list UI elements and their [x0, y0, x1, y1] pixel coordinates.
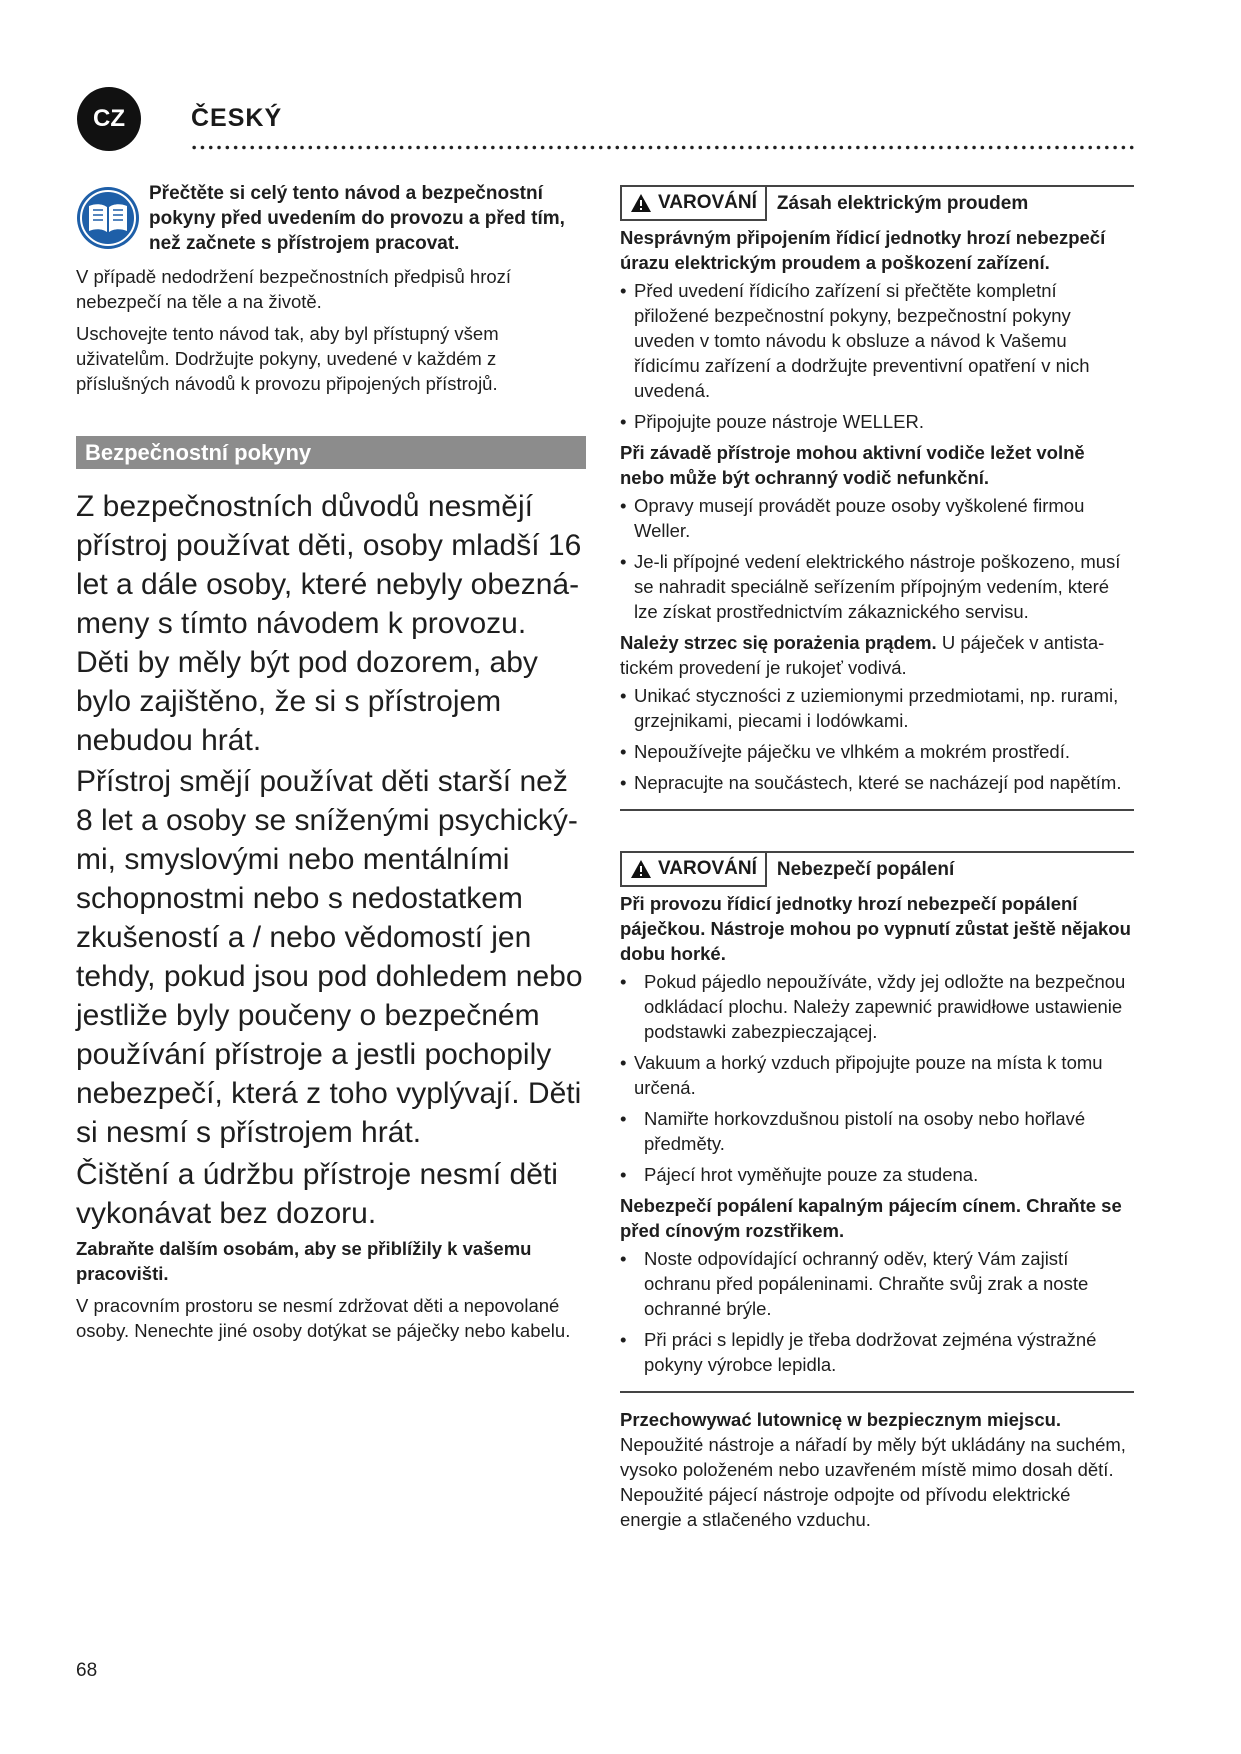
storage-section: [620, 1407, 1134, 1532]
warning-label: [620, 187, 767, 221]
warning-triangle-icon: [630, 193, 652, 213]
language-badge: CZ: [77, 87, 141, 151]
warning-box-electric-shock: [620, 185, 1134, 811]
list-item: • Pokud pájedlo nepoužíváte, vždy jej odložte na bezpečnou odkládací plochu. Należy zapewnić prawidłowe ustawienie podstawki zabezpieczającej.: [620, 969, 1134, 1044]
bullet-list: [620, 1050, 1134, 1100]
warning-lead: Nesprávným připojením řídicí jednotky hrozí nebezpečí úrazu elektrickým proudem a poškození zařízení.: [620, 227, 1106, 273]
warning-subheading: Při závadě přístroje mohou aktivní vodiče ležet volně nebo může být ochranný vodič nefunkční.: [620, 442, 1085, 488]
list-item: • Nepracujte na součástech, které se nacházejí pod napětím.: [620, 770, 1134, 795]
list-item: • Připojujte pouze nástroje WELLER.: [620, 409, 1134, 434]
page-title: ČESKÝ: [191, 104, 283, 132]
warning-title: Nebezpečí popálení: [776, 859, 955, 880]
page-number: 68: [76, 1660, 98, 1681]
supervised-use-paragraph: Přístroj smějí používat děti starší než 8 let a osoby se sníženými psychickými, smyslovými nebo mentálními schopnostmi nebo s nedostatkem zkušeností a / nebo vědomostí jen tehdy, pokud jsou pod dohledem nebo jestliže byly poučeny o bezpečném používání přístroje a jestli pochopily nebezpečí, která z toho vyplývají. Děti si nesmí s přístrojem hrát.: [76, 765, 583, 1149]
dotted-divider: [190, 145, 1136, 150]
warning-title: Zásah elektrickým proudem: [776, 193, 1029, 214]
list-item: • Je-li přípojné vedení elektrického nástroje poškozeno, musí se nahradit speciálně seřízením přípojným vedením, které lze získat prostřednictvím zákaznického servisu.: [620, 549, 1134, 624]
book-manual-icon: [76, 186, 140, 250]
list-item: • Pájecí hrot vyměňujte pouze za studena.: [620, 1162, 1134, 1187]
bullet-list: [620, 493, 1134, 624]
workplace-bold-note: Zabraňte dalším osobám, aby se přiblížily k vašemu pracovišti.: [76, 1238, 532, 1284]
list-item: • Vakuum a horký vzduch připojujte pouze na místa k tomu určená.: [620, 1050, 1134, 1100]
shock-text: U páječek v antistatickém provedení je rukojeť vodivá.: [620, 632, 1105, 678]
warning-label-text: VAROVÁNÍ: [658, 192, 757, 213]
cleaning-paragraph: Čištění a údržbu přístroje nesmí děti vykonávat bez dozoru.: [76, 1158, 558, 1230]
bullet-list: [620, 278, 1134, 434]
warning-label: [620, 853, 767, 887]
warning-lead: Při provozu řídicí jednotky hrozí nebezpečí popálení páječkou. Nástroje mohou po vypnutí zůstat ještě nějakou dobu horké.: [620, 893, 1131, 964]
bullet-list: [620, 1106, 1134, 1187]
list-item: • Opravy musejí provádět pouze osoby vyškolené firmou Weller.: [620, 493, 1134, 543]
keep-manual-paragraph: Uschovejte tento návod tak, aby byl přístupný všem uživatelům. Dodržujte pokyny, uvedené v každém z příslušných návodů k provozu připojených přístrojů.: [76, 323, 499, 394]
bullet-list: [620, 683, 1134, 795]
workplace-paragraph: V pracovním prostoru se nesmí zdržovat děti a nepovolané osoby. Nenechte jiné osoby dotýkat se páječky nebo kabelu.: [76, 1295, 571, 1341]
list-item: • Noste odpovídající ochranný oděv, který Vám zajistí ochranu před popáleninami. Chraňte svůj zrak a noste ochranné brýle.: [620, 1246, 1134, 1321]
shock-paragraph: [620, 630, 1134, 680]
list-item: • Unikać styczności z uziemionymi przedmiotami, np. rurami, grzejnikami, piecami i lodówkami.: [620, 683, 1134, 733]
list-item: • Namiřte horkovzdušnou pistolí na osoby nebo hořlavé předměty.: [620, 1106, 1134, 1156]
warning-label-text: VAROVÁNÍ: [658, 858, 757, 879]
storage-heading: Przechowywać lutownicę w bezpiecznym miejscu.: [620, 1409, 1062, 1430]
list-item: • Nepoužívejte páječku ve vlhkém a mokrém prostředí.: [620, 739, 1134, 764]
children-restriction-paragraph: Z bezpečnostních důvodů nesmějí přístroj používat děti, osoby mladší 16 let a dále osoby, které nebyly obeznámeny s tímto návodem k provozu. Děti by měly být pod dozorem, aby bylo zajištěno, že si s přístrojem nebudou hrát.: [76, 490, 582, 757]
warning-subheading: Nebezpečí popálení kapalným pájecím cínem. Chraňte se před cínovým rozstřikem.: [620, 1195, 1122, 1241]
list-item: • Při práci s lepidly je třeba dodržovat zejména výstražné pokyny výrobce lepidla.: [620, 1327, 1134, 1377]
shock-bold: Należy strzec się porażenia prądem.: [620, 632, 937, 653]
intro-warning-text: Přečtěte si celý tento návod a bezpečnostní pokyny před uvedením do provozu a před tím, než začnete s přístrojem pracovat.: [149, 183, 565, 254]
storage-text: Nepoužité nástroje a nářadí by měly být ukládány na suchém, vysoko položeném nebo uzavřeném místě mimo dosah dětí. Nepoužité pájecí nástroje odpojte od přívodu elektrické energie a stlačeného vzduchu.: [620, 1434, 1126, 1530]
section-heading-safety: Bezpečnostní pokyny: [76, 436, 586, 469]
bullet-list: [620, 1246, 1134, 1377]
danger-paragraph: V případě nedodržení bezpečnostních předpisů hrozí nebezpečí na těle a na životě.: [76, 266, 512, 312]
list-item: • Před uvedení řídicího zařízení si přečtěte kompletní přiložené bezpečnostní pokyny, bezpečnostní pokyny uveden v tomto návodu k obsluze a návod k Vašemu řídicímu zařízení a dodržujte preventivní opatření v nich uvedená.: [620, 278, 1134, 403]
warning-triangle-icon: [630, 859, 652, 879]
warning-box-burns: [620, 851, 1134, 1393]
bullet-list: [620, 969, 1134, 1044]
